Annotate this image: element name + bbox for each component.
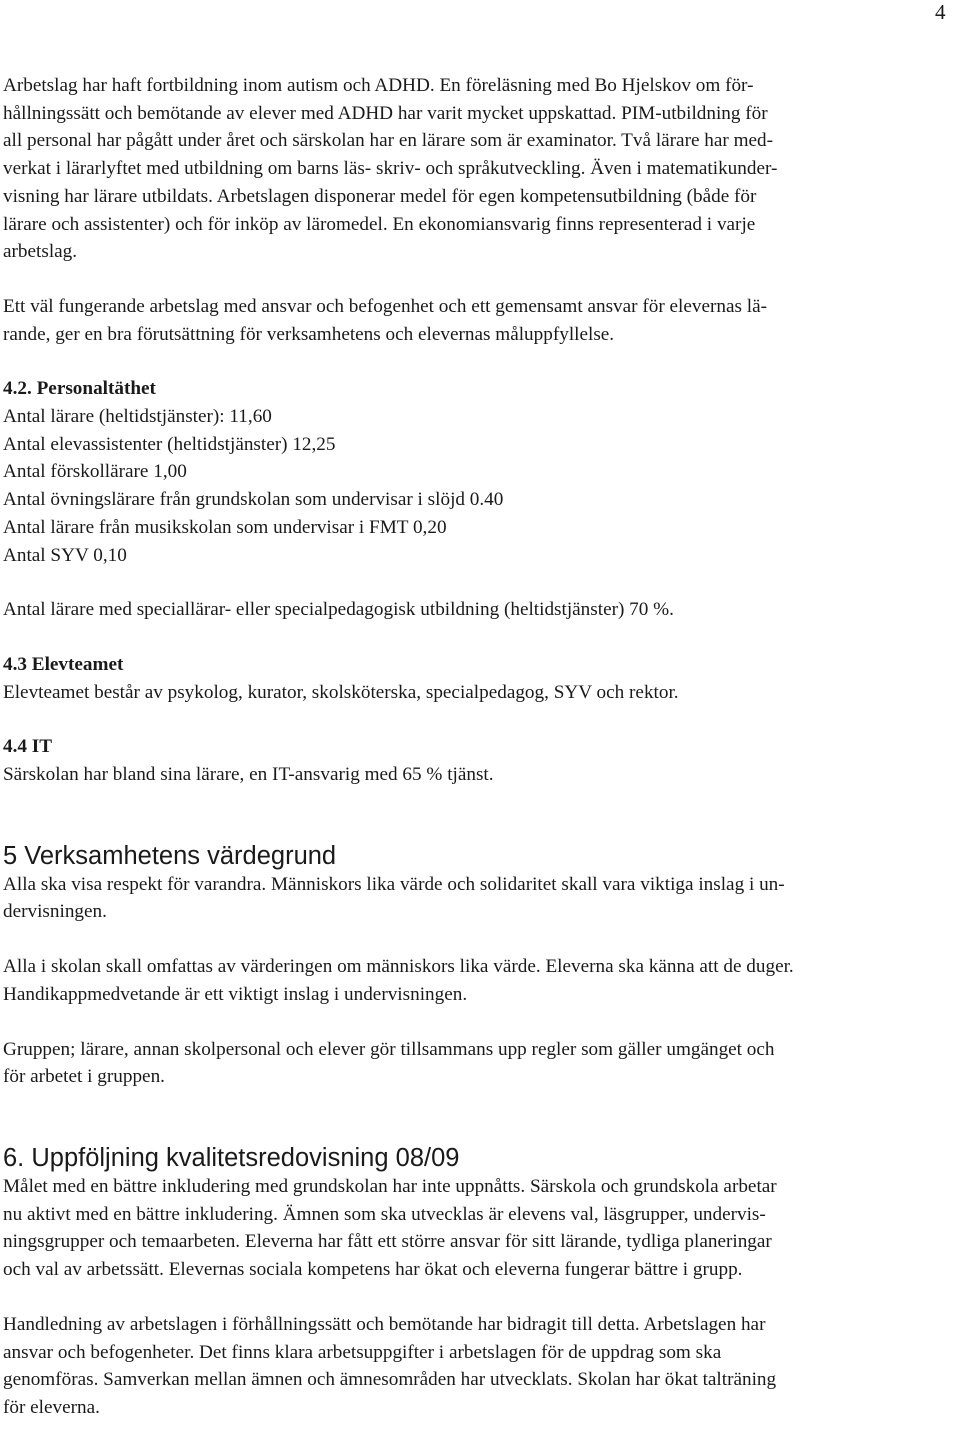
values-section bbox=[3, 841, 955, 1091]
spacer bbox=[3, 624, 955, 651]
staffing-line: Antal lärare från musikskolan som undervisar i FMT 0,20 bbox=[3, 516, 447, 538]
staffing-line: Antal SYV 0,10 bbox=[3, 544, 127, 566]
spacer bbox=[3, 1091, 955, 1143]
spacer bbox=[3, 706, 955, 733]
spacer bbox=[3, 569, 955, 596]
it-text: Särskolan har bland sina lärare, en IT-ansvarig med 65 % tjänst. bbox=[3, 764, 494, 786]
followup-heading: 6. Uppföljning kvalitetsredovisning 08/09 bbox=[3, 1143, 460, 1172]
it-section bbox=[3, 733, 955, 788]
values-paragraph: Gruppen; lärare, annan skolpersonal och elever gör tillsammans upp regler som gäller umgänget och för arbetet i gruppen. bbox=[3, 1038, 775, 1088]
staffing-line: Antal lärare (heltidstjänster): 11,60 bbox=[3, 406, 272, 428]
team-paragraph: Ett väl fungerande arbetslag med ansvar och befogenhet och ett gemensamt ansvar för elevernas lä- rande, ger en bra förutsättning för verksamhetens och elevernas måluppfyllelse. bbox=[3, 295, 767, 345]
staffing-line: Antal förskollärare 1,00 bbox=[3, 461, 187, 483]
values-paragraph: Alla i skolan skall omfattas av värderingen om människors lika värde. Eleverna ska känna att de duger. Handikappmedvetande är ett viktigt inslag i undervisningen. bbox=[3, 956, 794, 1005]
special-ed-line: Antal lärare med speciallärar- eller specialpedagogisk utbildning (heltidstjänster) 70 %. bbox=[3, 599, 674, 621]
spacer bbox=[3, 926, 955, 953]
it-heading: 4.4 IT bbox=[3, 736, 53, 758]
spacer bbox=[3, 348, 955, 375]
document-body bbox=[3, 72, 955, 1422]
spacer bbox=[3, 1009, 955, 1036]
student-team-section bbox=[3, 651, 955, 706]
followup-paragraph: Handledning av arbetslagen i förhållningssätt och bemötande har bidragit till detta. Arbetslagen har ansvar och befogenheter. Det finns klara arbetsuppgifter i arbetslagen för de uppdrag som ska genomföras. Samverkan mellan ämnen och ämnesområden har utvecklats. Skolan har ökat talträning för eleverna. bbox=[3, 1313, 777, 1418]
staffing-line: Antal elevassistenter (heltidstjänster) 12,25 bbox=[3, 433, 336, 455]
staffing-section bbox=[3, 375, 955, 624]
spacer bbox=[3, 266, 955, 293]
student-team-text: Elevteamet består av psykolog, kurator, skolsköterska, specialpedagog, SYV och rektor. bbox=[3, 681, 679, 703]
staffing-heading: 4.2. Personaltäthet bbox=[3, 378, 156, 400]
spacer bbox=[3, 789, 955, 841]
followup-paragraph: Målet med en bättre inkludering med grundskolan har inte uppnåtts. Särskola och grundskola arbetar nu aktivt med en bättre inkludering. Ämnen som ska utvecklas är elevens val, läsgrupper, undervis- ningsgrupper och temaarbeten. Eleverna har fått ett större ansvar för sitt lärande, tydliga planeringar och val av arbetssätt. Elevernas sociala kompetens har ökat och eleverna fungerar bättre i grupp. bbox=[3, 1175, 777, 1281]
intro-paragraph: Arbetslag har haft fortbildning inom autism och ADHD. En föreläsning med Bo Hjelskov om för- hållningssätt och bemötande av elever med ADHD har varit mycket uppskattad. PIM-utbildning för all personal har pågått under året och särskolan har en lärare som är examinator. Två lärare har med- verkat i lärarlyftet med utbildning om barns läs- skriv- och språkutveckling. Även i matematikunder- visning har lärare utbildats. Arbetslagen disponerar medel för egen kompetensutbildning (både för lärare och assistenter) och för inköp av läromedel. En ekonomiansvarig finns representerad i varje arbetslag. bbox=[3, 75, 778, 263]
page-number: 4 bbox=[935, 0, 946, 24]
staffing-list bbox=[3, 403, 955, 569]
student-team-heading: 4.3 Elevteamet bbox=[3, 653, 124, 675]
values-paragraph: Alla ska visa respekt för varandra. Människors lika värde och solidaritet skall vara viktiga inslag i un- dervisningen. bbox=[3, 873, 785, 923]
values-heading: 5 Verksamhetens värdegrund bbox=[3, 841, 337, 870]
staffing-line: Antal övningslärare från grundskolan som undervisar i slöjd 0.40 bbox=[3, 489, 504, 511]
followup-section bbox=[3, 1143, 955, 1422]
spacer bbox=[3, 1284, 955, 1311]
